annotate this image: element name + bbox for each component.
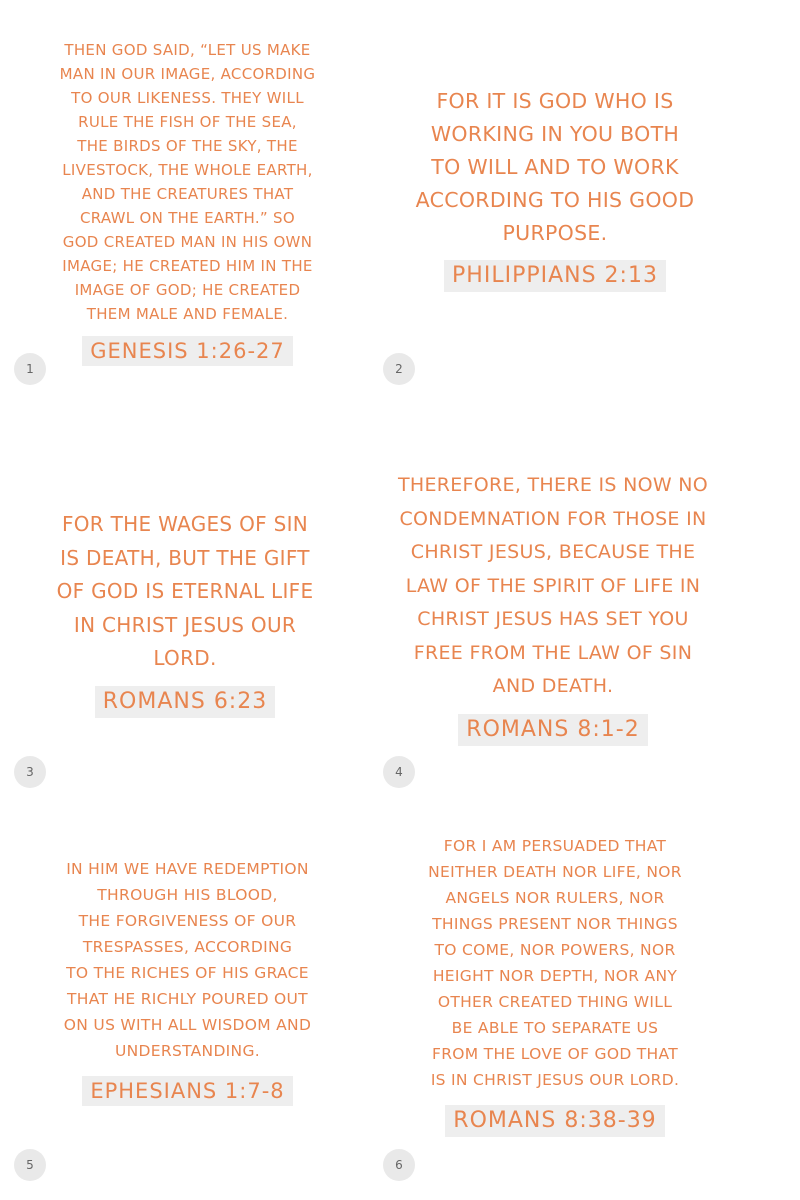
verse-card-3 bbox=[25, 508, 345, 718]
card-number-badge: 5 bbox=[14, 1149, 46, 1181]
verse-card-6 bbox=[395, 833, 715, 1137]
verse-text: THEREFORE, THERE IS NOW NO CONDEMNATION FOR THOSE IN CHRIST JESUS, BECAUSE THE LAW OF THE SPIRIT OF LIFE IN CHRIST JESUS HAS SET YOU FREE FROM THE LAW OF SIN AND DEATH. bbox=[397, 474, 709, 697]
verse-card-2 bbox=[395, 85, 715, 292]
verse-text: FOR THE WAGES OF SIN IS DEATH, BUT THE GIFT OF GOD IS ETERNAL LIFE IN CHRIST JESUS OUR LORD. bbox=[56, 512, 314, 670]
verse-card-1 bbox=[35, 38, 340, 366]
verse-reference: GENESIS 1:26-27 bbox=[82, 336, 293, 366]
verse-text: FOR I AM PERSUADED THAT NEITHER DEATH NOR LIFE, NOR ANGELS NOR RULERS, NOR THINGS PRESENT NOR THINGS TO COME, NOR POWERS, NOR HEIGHT NOR DEPTH, NOR ANY OTHER CREATED THING WILL BE ABLE TO SEPARATE US FROM THE LOVE OF GOD THAT IS IN CHRIST JESUS OUR LORD. bbox=[428, 837, 682, 1089]
verse-card-5 bbox=[30, 856, 345, 1106]
verse-text: IN HIM WE HAVE REDEMPTION THROUGH HIS BLOOD, THE FORGIVENESS OF OUR TRESPASSES, ACCORDING TO THE RICHES OF HIS GRACE THAT HE RICHLY POURED OUT ON US WITH ALL WISDOM AND UNDERSTANDING. bbox=[63, 860, 312, 1060]
card-number-badge: 3 bbox=[14, 756, 46, 788]
verse-reference: ROMANS 6:23 bbox=[95, 686, 275, 718]
verse-reference: ROMANS 8:1-2 bbox=[458, 714, 647, 746]
verse-text: THEN GOD SAID, “LET US MAKE MAN IN OUR IMAGE, ACCORDING TO OUR LIKENESS. THEY WILL RULE THE FISH OF THE SEA, THE BIRDS OF THE SKY, THE LIVESTOCK, THE WHOLE EARTH, AND THE CREATURES THAT CRAWL ON THE EARTH.” SO GOD CREATED MAN IN HIS OWN IMAGE; HE CREATED HIM IN THE IMAGE OF GOD; HE CREATED THEM MALE AND FEMALE. bbox=[59, 41, 316, 323]
verse-card-4 bbox=[383, 469, 723, 746]
verse-reference: PHILIPPIANS 2:13 bbox=[444, 260, 666, 292]
card-number-badge: 2 bbox=[383, 353, 415, 385]
card-number-badge: 1 bbox=[14, 353, 46, 385]
verse-text: FOR IT IS GOD WHO IS WORKING IN YOU BOTH TO WILL AND TO WORK ACCORDING TO HIS GOOD PURPOSE. bbox=[415, 89, 695, 245]
card-number-badge: 4 bbox=[383, 756, 415, 788]
verse-reference: ROMANS 8:38-39 bbox=[445, 1105, 664, 1137]
card-number-badge: 6 bbox=[383, 1149, 415, 1181]
verse-reference: EPHESIANS 1:7-8 bbox=[82, 1076, 292, 1106]
